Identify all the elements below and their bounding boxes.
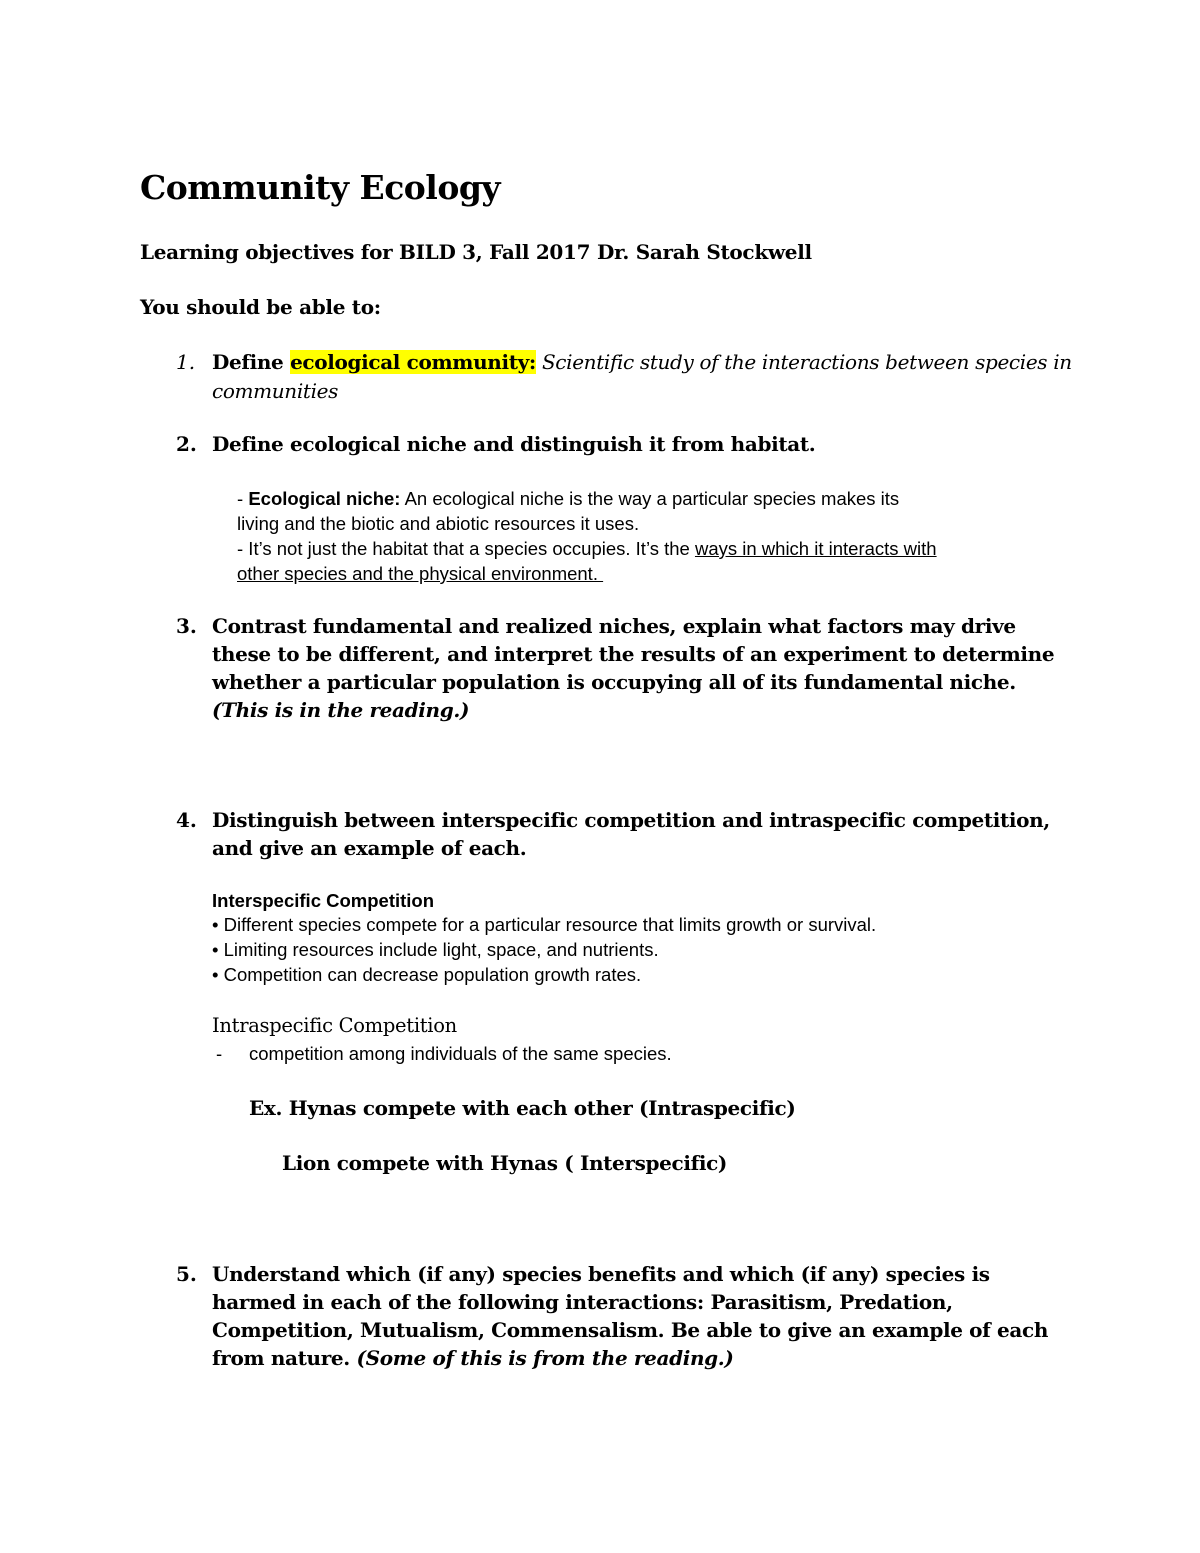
interspecific-heading: Interspecific Competition — [212, 890, 435, 911]
item-2-heading: Define ecological niche and distinguish it from habitat. — [212, 432, 816, 456]
item-2-dash: - — [237, 488, 249, 509]
item-2-niche-line2: living and the biotic and abiotic resources it uses. — [237, 513, 640, 534]
item-4-line2: and give an example of each. — [212, 836, 527, 860]
item-5-line4-bold: from nature. — [212, 1346, 357, 1370]
item-5-line4-italic: (Some of this is from the reading.) — [356, 1346, 734, 1370]
item-1-highlight: ecological community: — [290, 350, 536, 374]
item-3-line3: whether a particular population is occupying all of its fundamental niche. — [212, 670, 1016, 694]
intraspecific-text: competition among individuals of the same species. — [249, 1043, 672, 1064]
item-2-number: 2. — [176, 432, 197, 456]
example-2: Lion compete with Hynas ( Interspecific) — [282, 1151, 728, 1175]
item-1-line1 — [212, 348, 1072, 376]
item-2-niche-line1 — [237, 486, 899, 511]
item-5-line1: Understand which (if any) species benefits and which (if any) species is — [212, 1262, 990, 1286]
item-3-number: 3. — [176, 614, 197, 638]
item-3-line1: Contrast fundamental and realized niches, explain what factors may drive — [212, 614, 1016, 638]
interspecific-bullet-2: • Limiting resources include light, space, and nutrients. — [212, 939, 659, 960]
item-2-term: Ecological niche: — [248, 488, 401, 509]
item-3-note: (This is in the reading.) — [212, 698, 470, 722]
item-5-line2: harmed in each of the following interactions: Parasitism, Predation, — [212, 1290, 953, 1314]
item-1-number: 1. — [176, 350, 196, 374]
item-2-habitat-line1 — [237, 536, 937, 561]
item-2-text1: An ecological niche is the way a particular species makes its — [400, 488, 900, 509]
document-subtitle: Learning objectives for BILD 3, Fall 2017 Dr. Sarah Stockwell — [140, 240, 812, 264]
item-2-underline1: ways in which it interacts with — [694, 538, 937, 559]
item-4-number: 4. — [176, 808, 197, 832]
item-2-text2: - It’s not just the habitat that a species occupies. It’s the — [237, 538, 695, 559]
item-1-definition: Scientific study of the interactions between species in — [535, 350, 1072, 374]
example-1: Ex. Hynas compete with each other (Intraspecific) — [249, 1096, 796, 1120]
intraspecific-dash: - — [216, 1043, 223, 1064]
document-title: Community Ecology — [140, 168, 501, 207]
item-4-line1: Distinguish between interspecific competition and intraspecific competition, — [212, 808, 1050, 832]
item-1-prefix: Define — [212, 350, 291, 374]
item-1-line2: communities — [212, 379, 339, 403]
item-5-line4 — [212, 1344, 734, 1372]
item-5-number: 5. — [176, 1262, 197, 1286]
item-5-line3: Competition, Mutualism, Commensalism. Be able to give an example of each — [212, 1318, 1049, 1342]
intraspecific-heading: Intraspecific Competition — [212, 1014, 457, 1037]
item-3-line2: these to be different, and interpret the results of an experiment to determine — [212, 642, 1055, 666]
interspecific-bullet-3: • Competition can decrease population growth rates. — [212, 964, 642, 985]
item-2-habitat-line2: other species and the physical environment. — [237, 563, 604, 584]
interspecific-bullet-1: • Different species compete for a particular resource that limits growth or survival. — [212, 914, 877, 935]
lead-text: You should be able to: — [140, 295, 381, 319]
